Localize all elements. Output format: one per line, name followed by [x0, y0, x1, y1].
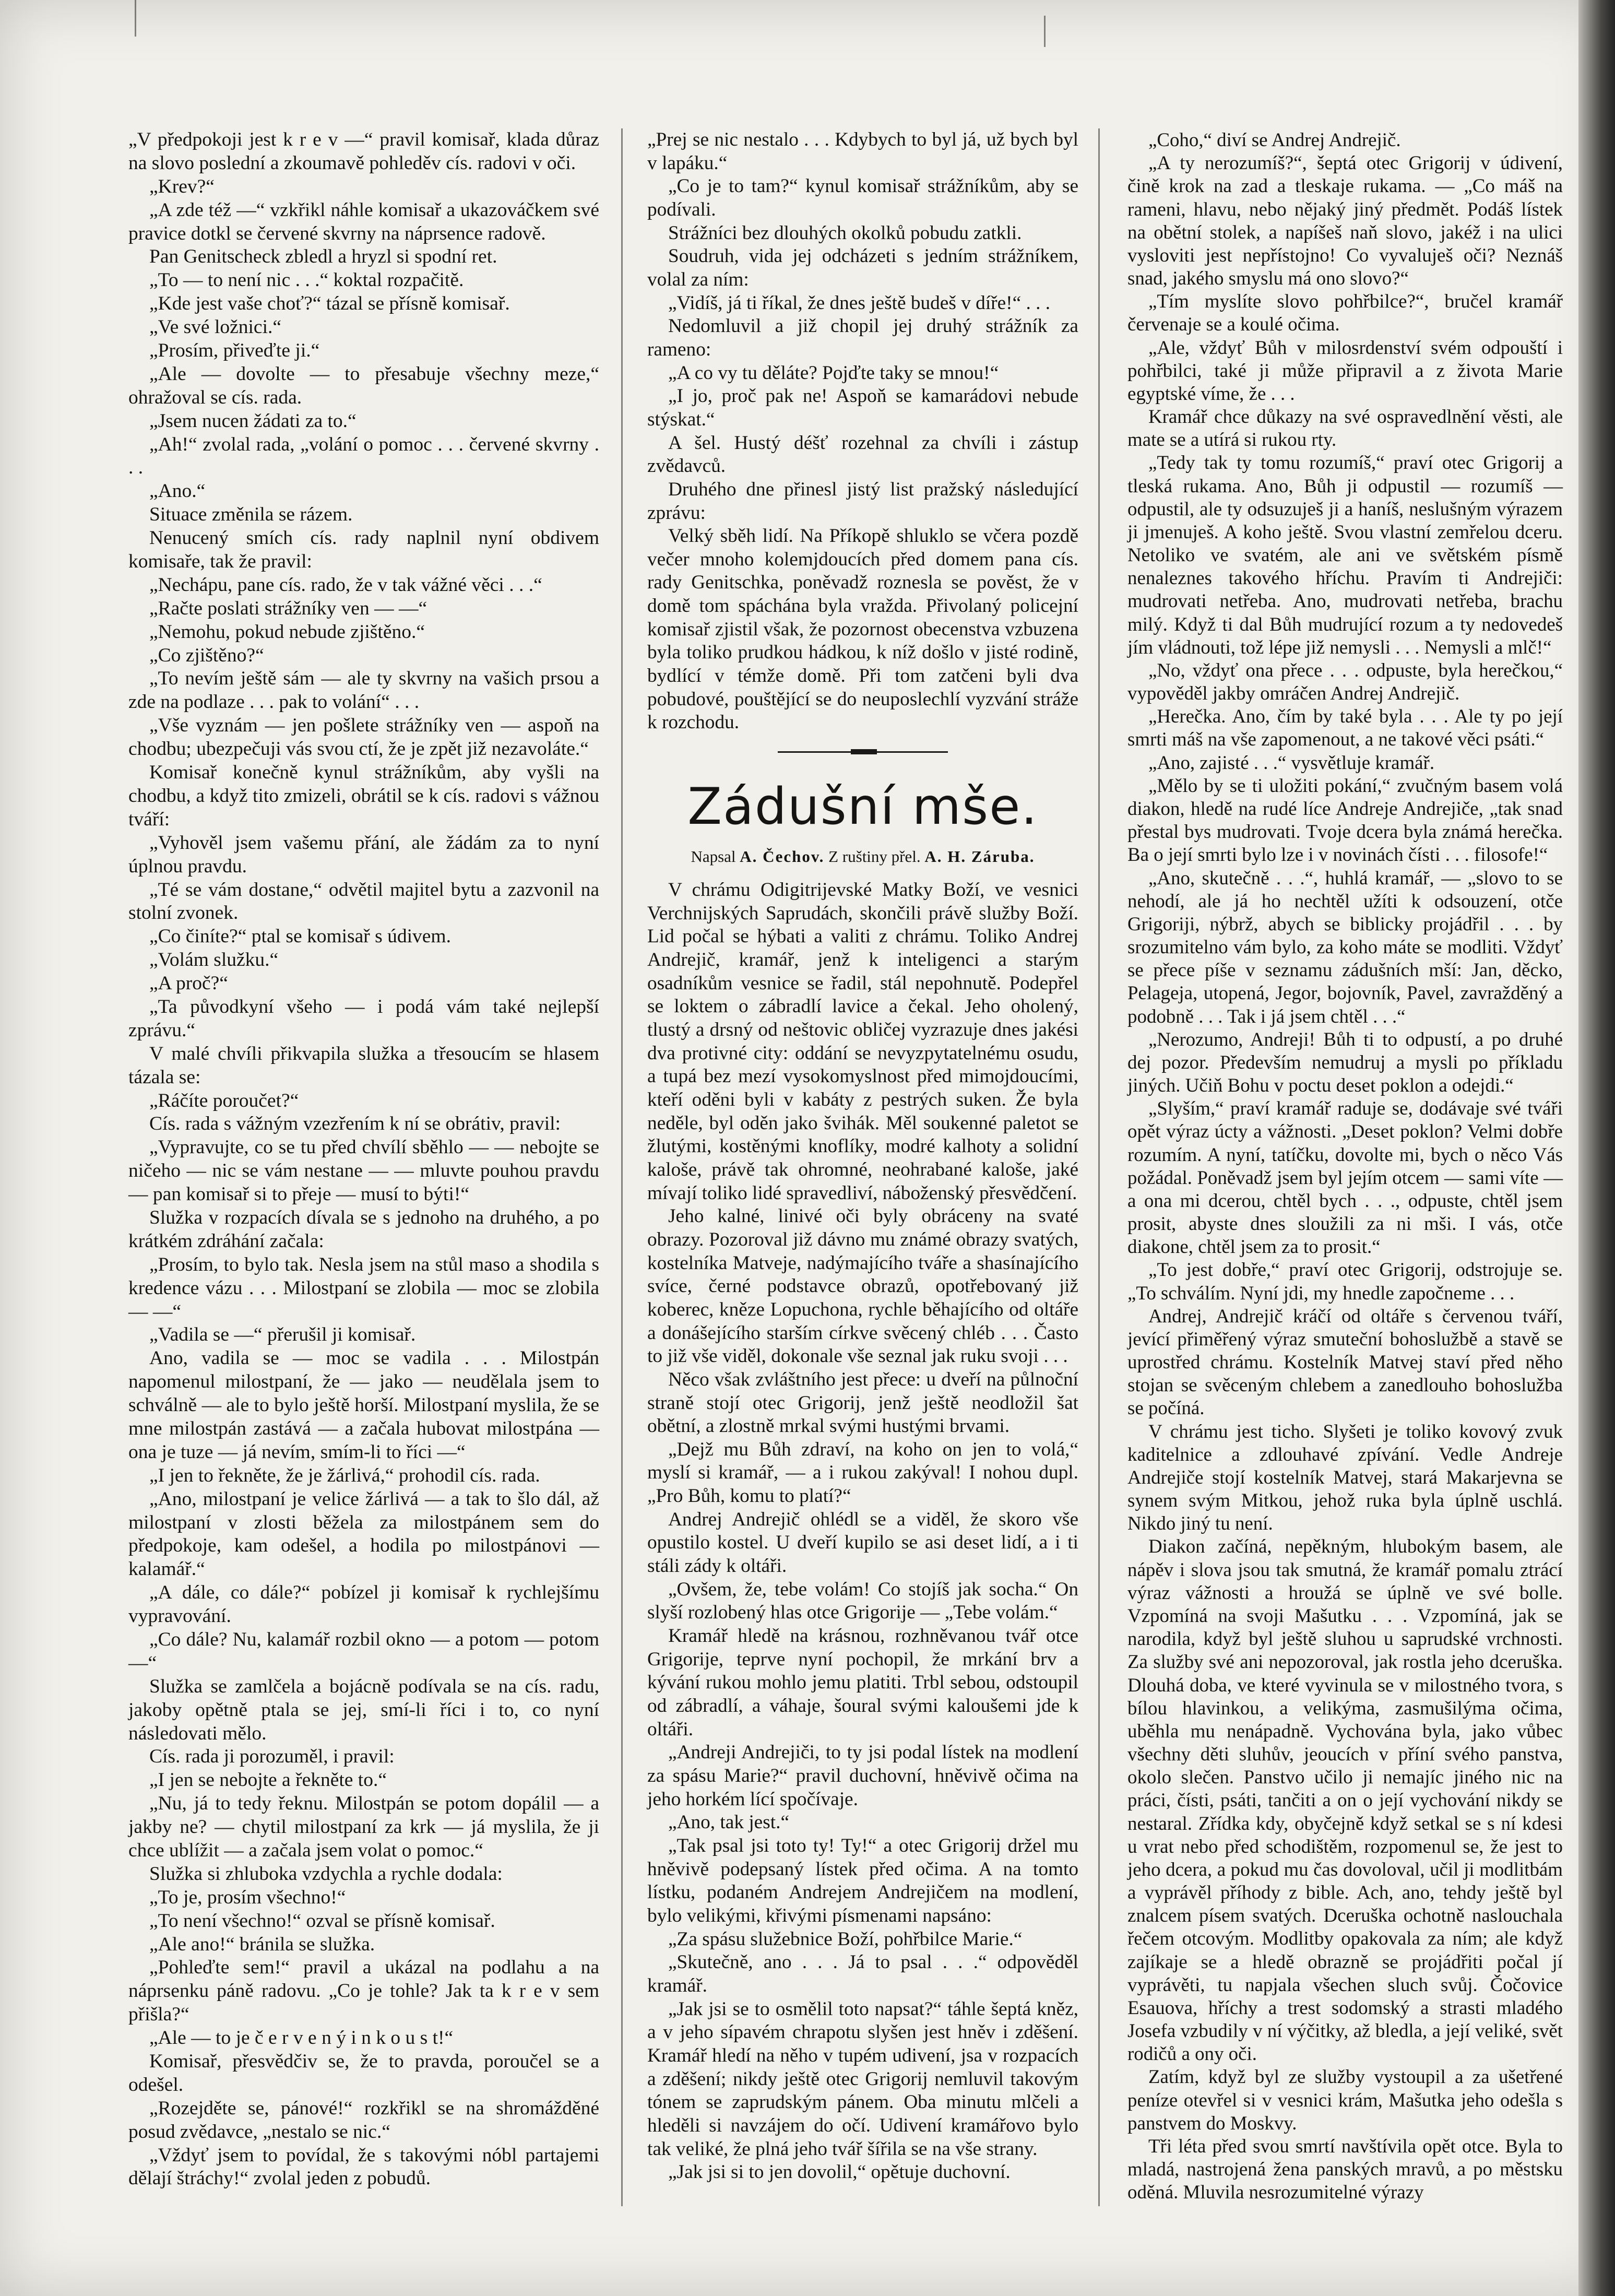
- paragraph: Pan Genitscheck zbledl a hryzl si spodní ret.: [149, 246, 497, 268]
- paragraph: „Ráčíte poroučet?“: [149, 1090, 299, 1111]
- paragraph: Situace změnila se rázem.: [149, 504, 353, 526]
- story-text: [647, 879, 1078, 2184]
- paragraph: „Ale, vždyť Bůh v milosrdenství svém odpouští i pohřbilci, také ji může připravil a z života Marie egyptské víme, že . . .: [1127, 336, 1563, 404]
- column-rule: [621, 128, 623, 2206]
- paragraph: „Co dále? Nu, kalamář rozbil okno — a potom — potom —“: [128, 1629, 599, 1674]
- paragraph: „Rozejděte se, pánové!“ rozkřikl se na shromážděné posud zvědavce, „nestalo se nic.“: [128, 2097, 599, 2143]
- paragraph: „Andreji Andrejiči, to ty jsi podal lístek na modlení za spásu Marie?“ pravil duchovní, hněvivě očima na jeho horkém lící spočívaje.: [647, 1742, 1078, 1810]
- paragraph: Zatím, když byl ze služby vystoupil a za ušetřené peníze otevřel si v vesnici krám, Mašutka jeho odešla s panstvem do Moskvy.: [1127, 2066, 1563, 2134]
- paragraph: „A proč?“: [149, 973, 228, 995]
- paragraph: Něco však zvláštního jest přece: u dveří na půlnoční straně stojí otec Grigorij, jenž ještě neodložil šat obětní, a zlostně mrkal svými hustými brvami.: [647, 1368, 1078, 1437]
- paragraph: Andrej Andrejič ohlédl se a viděl, že skoro vše opustilo kostel. U dveří kupilo se asi deset lidí, a i ti stáli zády k oltáři.: [647, 1508, 1078, 1577]
- paragraph: Služka v rozpacích dívala se s jednoho na druhého, a po krátkém zdráhání začala:: [128, 1206, 599, 1252]
- paragraph: „A co vy tu děláte? Pojďte taky se mnou!“: [668, 362, 999, 384]
- paragraph: „Jsem nucen žádati za to.“: [149, 410, 357, 432]
- paragraph: „A dále, co dále?“ pobízel ji komisař k rychlejšímu vypravování.: [128, 1582, 599, 1627]
- paragraph: „Pohleďte sem!“ pravil a ukázal na podlahu a na náprsenku páně radovu. „Co je tohle? Jak ta k r e v sem přišla?“: [128, 1957, 599, 2026]
- paragraph: Kramář chce důkazy na své ospravedlnění věsti, ale mate se a utírá si rukou rty.: [1127, 406, 1563, 451]
- paragraph: „Račte poslati strážníky ven — —“: [149, 597, 428, 619]
- byline-prefix: Napsal: [691, 847, 736, 866]
- paragraph: „Skutečně, ano . . . Já to psal . . .“ odpověděl kramář.: [647, 1951, 1078, 1996]
- paragraph: „I jen se nebojte a řekněte to.“: [149, 1769, 387, 1791]
- paragraph: „Ano.“: [149, 480, 206, 502]
- paragraph: „Volám služku.“: [149, 949, 279, 971]
- story-title: Zádušní mše.: [687, 777, 1038, 836]
- paragraph: „Tedy tak ty tomu rozumíš,“ praví otec Grigorij a tleská rukama. Ano, Bůh ji odpustil — rozumíš — odpustil, ale ty odsuzuješ ji a haníš, neslušným výrazem ji jmenuješ. A koho ještě. Svou vlastní zemřelou dceru. Netoliko ve svatém, ale ani ve světském písmě nenaleznes takového hříchu. Pravím ti Andrejiči: mudrovati netřeba. Ano, mudrovati netřeba, brachu milý. Když ti dal Bůh mudrující rozum a ty nedovedeš jím vládnouti, tož lépe již nemysli . . . Nemysli a mlč!“: [1127, 452, 1563, 658]
- paragraph: „Ale — to je č e r v e n ý i n k o u s t!“: [149, 2027, 454, 2049]
- paragraph: „To — to není nic . . .“ koktal rozpačitě.: [149, 269, 464, 291]
- paragraph: V chrámu Odigitrijevské Matky Boží, ve vesnici Verchnijských Saprudách, skončili právě služby Boží. Lid počal se hýbati a valiti z chrámu. Toliko Andrej Andrejič, kramář, jenž k inteligenci a starým osadníkům vesnice se řadil, stál nepohnutě. Podepřel se loktem o zábradlí lavice a čekal. Jeho oholený, tlustý a drsný od neštovic obličej vyzrazuje dnes jakési dva protivné city: oddání se nevyzpytatelnému osudu, a tupá bez mezí vysokomyslnost před mimojdoucími, kteří oděni byli v kabáty z pestrých suken. Že byla neděle, byl oděn jako švihák. Měl soukenné paletot se žlutými, kostěnými knoflíky, modré kalhoty a solidní kaloše, právě tak ohromné, neohrabané kaloše, jaké mívají toliko lidé spravedliví, náboženský přesvědčení.: [647, 879, 1078, 1204]
- paragraph: „Vidíš, já ti říkal, že dnes ještě budeš v díře!“ . . .: [668, 292, 1051, 314]
- paragraph: „Ano, zajisté . . .“ vysvětluje kramář.: [1148, 751, 1435, 773]
- paragraph: „Ano, milostpaní je velice žárlivá — a tak to šlo dál, až milostpaní v zlosti běžela za milostpánem sem do předpokoje, kam odešel, a hodila po milostpánovi — kalamář.“: [128, 1488, 599, 1580]
- paragraph: „Nu, já to tedy řeknu. Milostpán se potom dopálil — a jakby ne? — chytil milostpaní za krk — já myslila, že ji chce ublížit — a začala jsem volat o pomoc.“: [128, 1793, 599, 1862]
- paragraph: „Slyším,“ praví kramář raduje se, dodávaje své tváři opět výraz úcty a vážnosti. „Deset poklon? Velmi dobře rozumím. A nyní, tatíčku, dovolte mi, bych o něco Vás požádal. Poněvadž jsem byl jejím otcem — sami víte — a ona mi dcerou, chtěl bych . . ., odpuste, chtěl jsem prosit, abyste dnes sloužili za ni mši. I vás, otče diakone, chtěl jsem za to prosit.“: [1127, 1097, 1563, 1258]
- paragraph: „Jak jsi se to osmělil toto napsat?“ táhle šeptá kněz, a v jeho sípavém chrapotu slyšen jest hněv i zděšení. Kramář hledí na něho v tupém udivení, jsa v rozpacích a zděšení; nikdy ještě otec Grigorij nemluvil takovým tónem se zaprudským pánem. Oba minutu mlčeli a hleděli si navzájem do očí. Udivení kramářovo bylo tak veliké, že plná jeho tvář šířila se na vše strany.: [647, 1998, 1078, 2160]
- paragraph: Nedomluvil a již chopil jej druhý strážník za rameno:: [647, 315, 1078, 360]
- paragraph: V malé chvíli přikvapila služka a třesoucím se hlasem tázala se:: [128, 1043, 599, 1088]
- scratch-mark: [1044, 16, 1046, 47]
- paragraph: Jeho kalné, linivé oči byly obráceny na svaté obrazy. Pozoroval již dávno mu známé obrazy svatých, kostelníka Matveje, nadýmajícího tváře a shasínajícího svíce, černé podstavce obrazů, opotřebovaný již koberec, kněze Lopuchona, rychle běhajícího od oltáře a donášejícího starším církve svěcený chléb . . . Často to již vše viděl, dokonale vše seznal jak ruku svoji . . .: [647, 1205, 1078, 1367]
- paragraph: Služka se zamlčela a bojácně podívala se na cís. radu, jakoby opětně ptala se jej, smí-li říci i to, co nyní následovati mělo.: [128, 1675, 599, 1744]
- news-continuation: [647, 128, 1078, 735]
- paragraph: „Ah!“ zvolal rada, „volání o pomoc . . . červené skvrny . . .: [128, 433, 599, 479]
- paragraph: „Kde jest vaše choť?“ tázal se přísně komisař.: [149, 293, 510, 315]
- paragraph: „Prosím, přiveďte ji.“: [149, 340, 320, 362]
- paragraph: „Nechápu, pane cís. rado, že v tak vážné věci . . .“: [149, 574, 542, 596]
- column-middle: [647, 128, 1078, 2184]
- paragraph: „Mělo by se ti uložiti pokání,“ zvučným basem volá diakon, hledě na rudé líce Andreje Andrejiče, „tak snad přestal bys mudrovati. Tvoje dcera byla známá herečka. Ba o její smrti bylo lze i v novinách čísti . . . filosofe!“: [1127, 774, 1563, 866]
- paragraph: „Krev?“: [149, 175, 215, 197]
- paragraph: „Tak psal jsi toto ty! Ty!“ a otec Grigorij držel mu hněvivě podepsaný lístek před očima. A na tomto lístku, podaném Andrejem Andrejičem na modlení, bylo velikými, křivými písmenami napsáno:: [647, 1835, 1078, 1926]
- paragraph: „Vadila se —“ přerušil ji komisař.: [149, 1324, 416, 1346]
- section-separator: [647, 744, 1078, 760]
- paragraph: Ano, vadila se — moc se vadila . . . Milostpán napomenul milostpaní, že — jako — neudělala jsem to schválně — ale to bylo ještě horší. Milostpaní myslila, že se mne milostpán zastává — a začala hubovat milostpána — ona je tuze — já nevím, smím-li to říci —“: [128, 1347, 599, 1463]
- byline: [647, 846, 1078, 867]
- paragraph: „V předpokoji jest k r e v —“ pravil komisař, klada důraz na slovo poslední a zkoumavě pohleděv cís. radovi v oči.: [128, 129, 599, 174]
- paragraph: „Prej se nic nestalo . . . Kdybych to byl já, už bych byl v lapáku.“: [647, 129, 1078, 174]
- paragraph: Strážníci bez dlouhých okolků pobudu zatkli.: [668, 222, 1022, 244]
- paragraph: „Vyhověl jsem vašemu přání, ale žádám za to nyní úplnou pravdu.: [128, 832, 599, 877]
- page-edge: [1578, 0, 1615, 2296]
- paragraph: „Vypravujte, co se tu před chvílí sběhlo — — nebojte se ničeho — nic se vám nestane — — mluvte pouhou pravdu — pan komisař si to přeje — musí to býti!“: [128, 1137, 599, 1205]
- paragraph: Diakon začíná, nepěkným, hlubokým basem, ale nápěv i slova jsou tak smutná, že kramář pomalu ztrácí výraz vážnosti a hroužá se úplně ve své bolle. Vzpomíná na svoji Mašutku . . . Vzpomíná, jak se narodila, když byl ještě sluhou u saprudské vrchnosti. Za služby své ani nepozoroval, jak rostla jeho dceruška. Dlouhá doba, ve které vyvinula se v milostného tvora, s bílou hlavinkou, a velikýma, zasmušilýma očima, uběhla mu nenápadně. Vychována byla, jako vůbec všechny děti sluhův, jeoucích v příní svého panstva, okolo slečen. Panstvo učilo ji nemajíc jiného nic na práci, čísti, psáti, tančiti a on o její vychování nikdy se nestaral. Zřídka kdy, obyčejně když setkal se s ní kdesi u vrat nebo před schodištěm, rozpomenul se, že jest to jeho dcera, a pokud mu čas dovoloval, učil ji modlitbám a vyprávěl příhody z bible. Ach, ano, tehdy ještě byl znalcem písem svatých. Dceruška ochotně naslouchala řečem otcovým. Modlitby opakovala za ním; ale když zajíkaje se a hledě obrazně se projádřiti počal jí vyprávěti, tu napjala všechen sluch svůj. Čočovice Esauova, hříchy a trest sodomský a strasti mladého Josefa vzbudily v ní výčitky, až bledla, a její veliké, svět rodičů a ony oči.: [1127, 1535, 1563, 2065]
- paragraph: „Co činíte?“ ptal se komisař s údivem.: [149, 926, 451, 948]
- paragraph: „Ve své ložnici.“: [149, 316, 282, 338]
- paragraph: „To je, prosím všechno!“: [149, 1886, 346, 1908]
- paragraph: Velký sběh lidí. Na Příkopě shluklo se včera pozdě večer mnoho kolemjdoucích před domem pana cís. rady Genitschka, poněvadž roznesla se pověst, že v domě tom spáchána byla vražda. Přivolaný policejní komisař zjistil však, že pozornost obecenstva vzbuzena byla toliko prudkou hádkou, k níž došlo v jisté rodině, bydlící v témže domě. Při tom zatčeni byli dva pobudové, pouštějící se do neuposlechlí vyzvání stráže k rozchodu.: [647, 525, 1078, 733]
- paragraph: Cís. rada ji porozuměl, i pravil:: [149, 1746, 395, 1768]
- paragraph: „Ta původkyní všeho — i podá vám také nejlepší zprávu.“: [128, 996, 599, 1041]
- scratch-mark: [135, 0, 136, 37]
- byline-middle: Z ruštiny přel.: [828, 847, 921, 866]
- paragraph: „Co zjištěno?“: [149, 644, 264, 666]
- paragraph: „A zde též —“ vzkřikl náhle komisař a ukazováčkem své pravice dotkl se červené skvrny na náprsence radově.: [128, 199, 599, 244]
- paragraph: „Prosím, to bylo tak. Nesla jsem na stůl maso a shodila s kredence vázu . . . Milostpaní se zlobila — moc se zlobila — —“: [128, 1253, 599, 1322]
- paragraph: „Ale — dovolte — to přesabuje všechny meze,“ ohražoval se cís. rada.: [128, 363, 599, 408]
- paragraph: „Coho,“ diví se Andrej Andrejič.: [1148, 129, 1401, 150]
- paragraph: „No, vždyť ona přece . . . odpuste, byla herečkou,“ vypověděl jakby omráčen Andrej Andrejič.: [1127, 659, 1563, 704]
- paragraph: „Co je to tam?“ kynul komisař strážníkům, aby se podívali.: [647, 175, 1078, 220]
- paragraph: „Herečka. Ano, čím by také byla . . . Ale ty po její smrti máš na vše zapomenout, a ne takové věci psáti.“: [1127, 705, 1563, 750]
- paragraph: „A ty nerozumíš?“, šeptá otec Grigorij v údivení, čině krok na zad a tleskaje rukama. — „Co máš na rameni, hlavu, nebo nějaký jiný předmět. Podáš lístek na obětní stolek, a napíšeš naň slovo, jakéž i na ulici vysloviti jest nepřístojno! Co vyvaluješ oči? Neznáš snad, jakého smyslu má ono slovo?“: [1127, 152, 1563, 289]
- paragraph: „To nevím ještě sám — ale ty skvrny na vašich prsou a zde na podlaze . . . pak to volání“ . . .: [128, 668, 599, 713]
- paragraph: Andrej, Andrejič kráčí od oltáře s červenou tváří, jevící přiměřený výraz smuteční bohoslužbě a stavě se uprostřed chrámu. Kostelník Matvej staví před něho stojan se svěceným chlebem a zanedlouho bohoslužba se počíná.: [1127, 1305, 1563, 1419]
- paragraph: „Ano, skutečně . . .“, huhlá kramář, — „slovo to se nehodí, ale já ho nechtěl užíti k odsouzení, otče Grigoriji, nýbrž, abych se biblicky projádřil . . . by srozumitelno vám bylo, za koho máte se modliti. Vždyť se přece píše v seznamu zádušních mší: Jan, děcko, Pelageja, utopená, Jegor, bojovník, Pavel, zavražděný a podobně . . . Tak i já jsem chtěl . . .“: [1127, 867, 1563, 1027]
- paragraph: „I jo, proč pak ne! Aspoň se kamarádovi nebude stýskat.“: [647, 385, 1078, 430]
- translator: A. H. Záruba.: [924, 847, 1035, 866]
- column-left: [128, 128, 599, 2191]
- paragraph: V chrámu jest ticho. Slyšeti je toliko kovový zvuk kaditelnice a zdlouhavé zpívání. Vedle Andreje Andrejiče stojí kostelník Matvej, stará Makarjevna se synem svým Mitkou, jehož ruka byla úplně uschlá. Nikdo jiný tu není.: [1127, 1420, 1563, 1534]
- paragraph: Cís. rada s vážným vzezřením k ní se obrátiv, pravil:: [149, 1113, 561, 1135]
- paragraph: „Tím myslíte slovo pohřbilce?“, bručel kramář červenaje se a koulé očima.: [1127, 290, 1563, 335]
- paragraph: Služka si zhluboka vzdychla a rychle dodala:: [149, 1863, 503, 1885]
- paragraph: „To jest dobře,“ praví otec Grigorij, odstrojuje se. „To schválím. Nyní jdi, my hnedle započneme . . .: [1127, 1259, 1563, 1304]
- paragraph: „I jen to řekněte, že je žárlivá,“ prohodil cís. rada.: [149, 1464, 540, 1486]
- paragraph: A šel. Hustý déšť rozehnal za chvíli i zástup zvědavců.: [647, 432, 1078, 477]
- paragraph: „Nemohu, pokud nebude zjištěno.“: [149, 621, 425, 643]
- paragraph: Tři léta před svou smrtí navštívila opět otce. Byla to mladá, nastrojená žena panských mravů, a po městsku oděná. Mluvila nesrozumitelné výrazy: [1127, 2135, 1563, 2203]
- paragraph: Druhého dne přinesl jistý list pražský následující zprávu:: [647, 478, 1078, 524]
- paragraph: „Vždyť jsem to povídal, že s takovými nóbl partajemi dělají štráchy!“ zvolal jeden z pobudů.: [128, 2144, 599, 2190]
- paragraph: Soudruh, vida jej odcházeti s jedním strážníkem, volal za ním:: [647, 245, 1078, 290]
- paragraph: „Dejž mu Bůh zdraví, na koho on jen to volá,“ myslí si kramář, — a i rukou zakýval! I nohou dupl. „Pro Bůh, komu to platí?“: [647, 1438, 1078, 1507]
- paragraph: Kramář hledě na krásnou, rozhněvanou tvář otce Grigorije, teprve nyní pochopil, že mrkání brv a kývání rukou mohlo jemu platiti. Trbl sebou, odstoupil od zábradlí, a váhaje, šoural svými kaloušemi jde k oltáři.: [647, 1625, 1078, 1740]
- paragraph: „Ano, tak jest.“: [668, 1812, 789, 1833]
- paragraph: „Té se vám dostane,“ odvětil majitel bytu a zazvonil na stolní zvonek.: [128, 879, 599, 924]
- paragraph: „Za spásu služebnice Boží, pohřbilce Marie.“: [668, 1928, 1023, 1950]
- author: A. Čechov.: [740, 847, 825, 866]
- paragraph: „Vše vyznám — jen pošlete strážníky ven — aspoň na chodbu; ubezpečuji vás svou ctí, že je zpět již nezavoláte.“: [128, 715, 599, 760]
- paragraph: Nenucený smích cís. rady naplnil nyní obdivem komisaře, tak že pravil:: [128, 527, 599, 573]
- paragraph: „Ale ano!“ bránila se služka.: [149, 1933, 375, 1955]
- paragraph: „Ovšem, že, tebe volám! Co stojíš jak socha.“ On slyší rozlobený hlas otce Grigorije — „Tebe volám.“: [647, 1578, 1078, 1624]
- column-right: [1127, 128, 1563, 2204]
- column-rule: [1098, 128, 1100, 2206]
- paragraph: Komisař konečně kynul strážníkům, aby vyšli na chodbu, a když tito zmizeli, obrátil se k cís. radovi s vážnou tváří:: [128, 762, 599, 830]
- paragraph: Komisař, přesvědčiv se, že to pravda, poroučel se a odešel.: [128, 2051, 599, 2096]
- paragraph: „To není všechno!“ ozval se přísně komisař.: [149, 1910, 495, 1932]
- paragraph: „Nerozumo, Andreji! Bůh ti to odpustí, a po druhé dej pozor. Především nemudruj a mysli po příkladu jiných. Učiň Bohu v poctu deset poklon a odejdi.“: [1127, 1028, 1563, 1096]
- paragraph: „Jak jsi si to jen dovolil,“ opětuje duchovní.: [668, 2161, 1011, 2183]
